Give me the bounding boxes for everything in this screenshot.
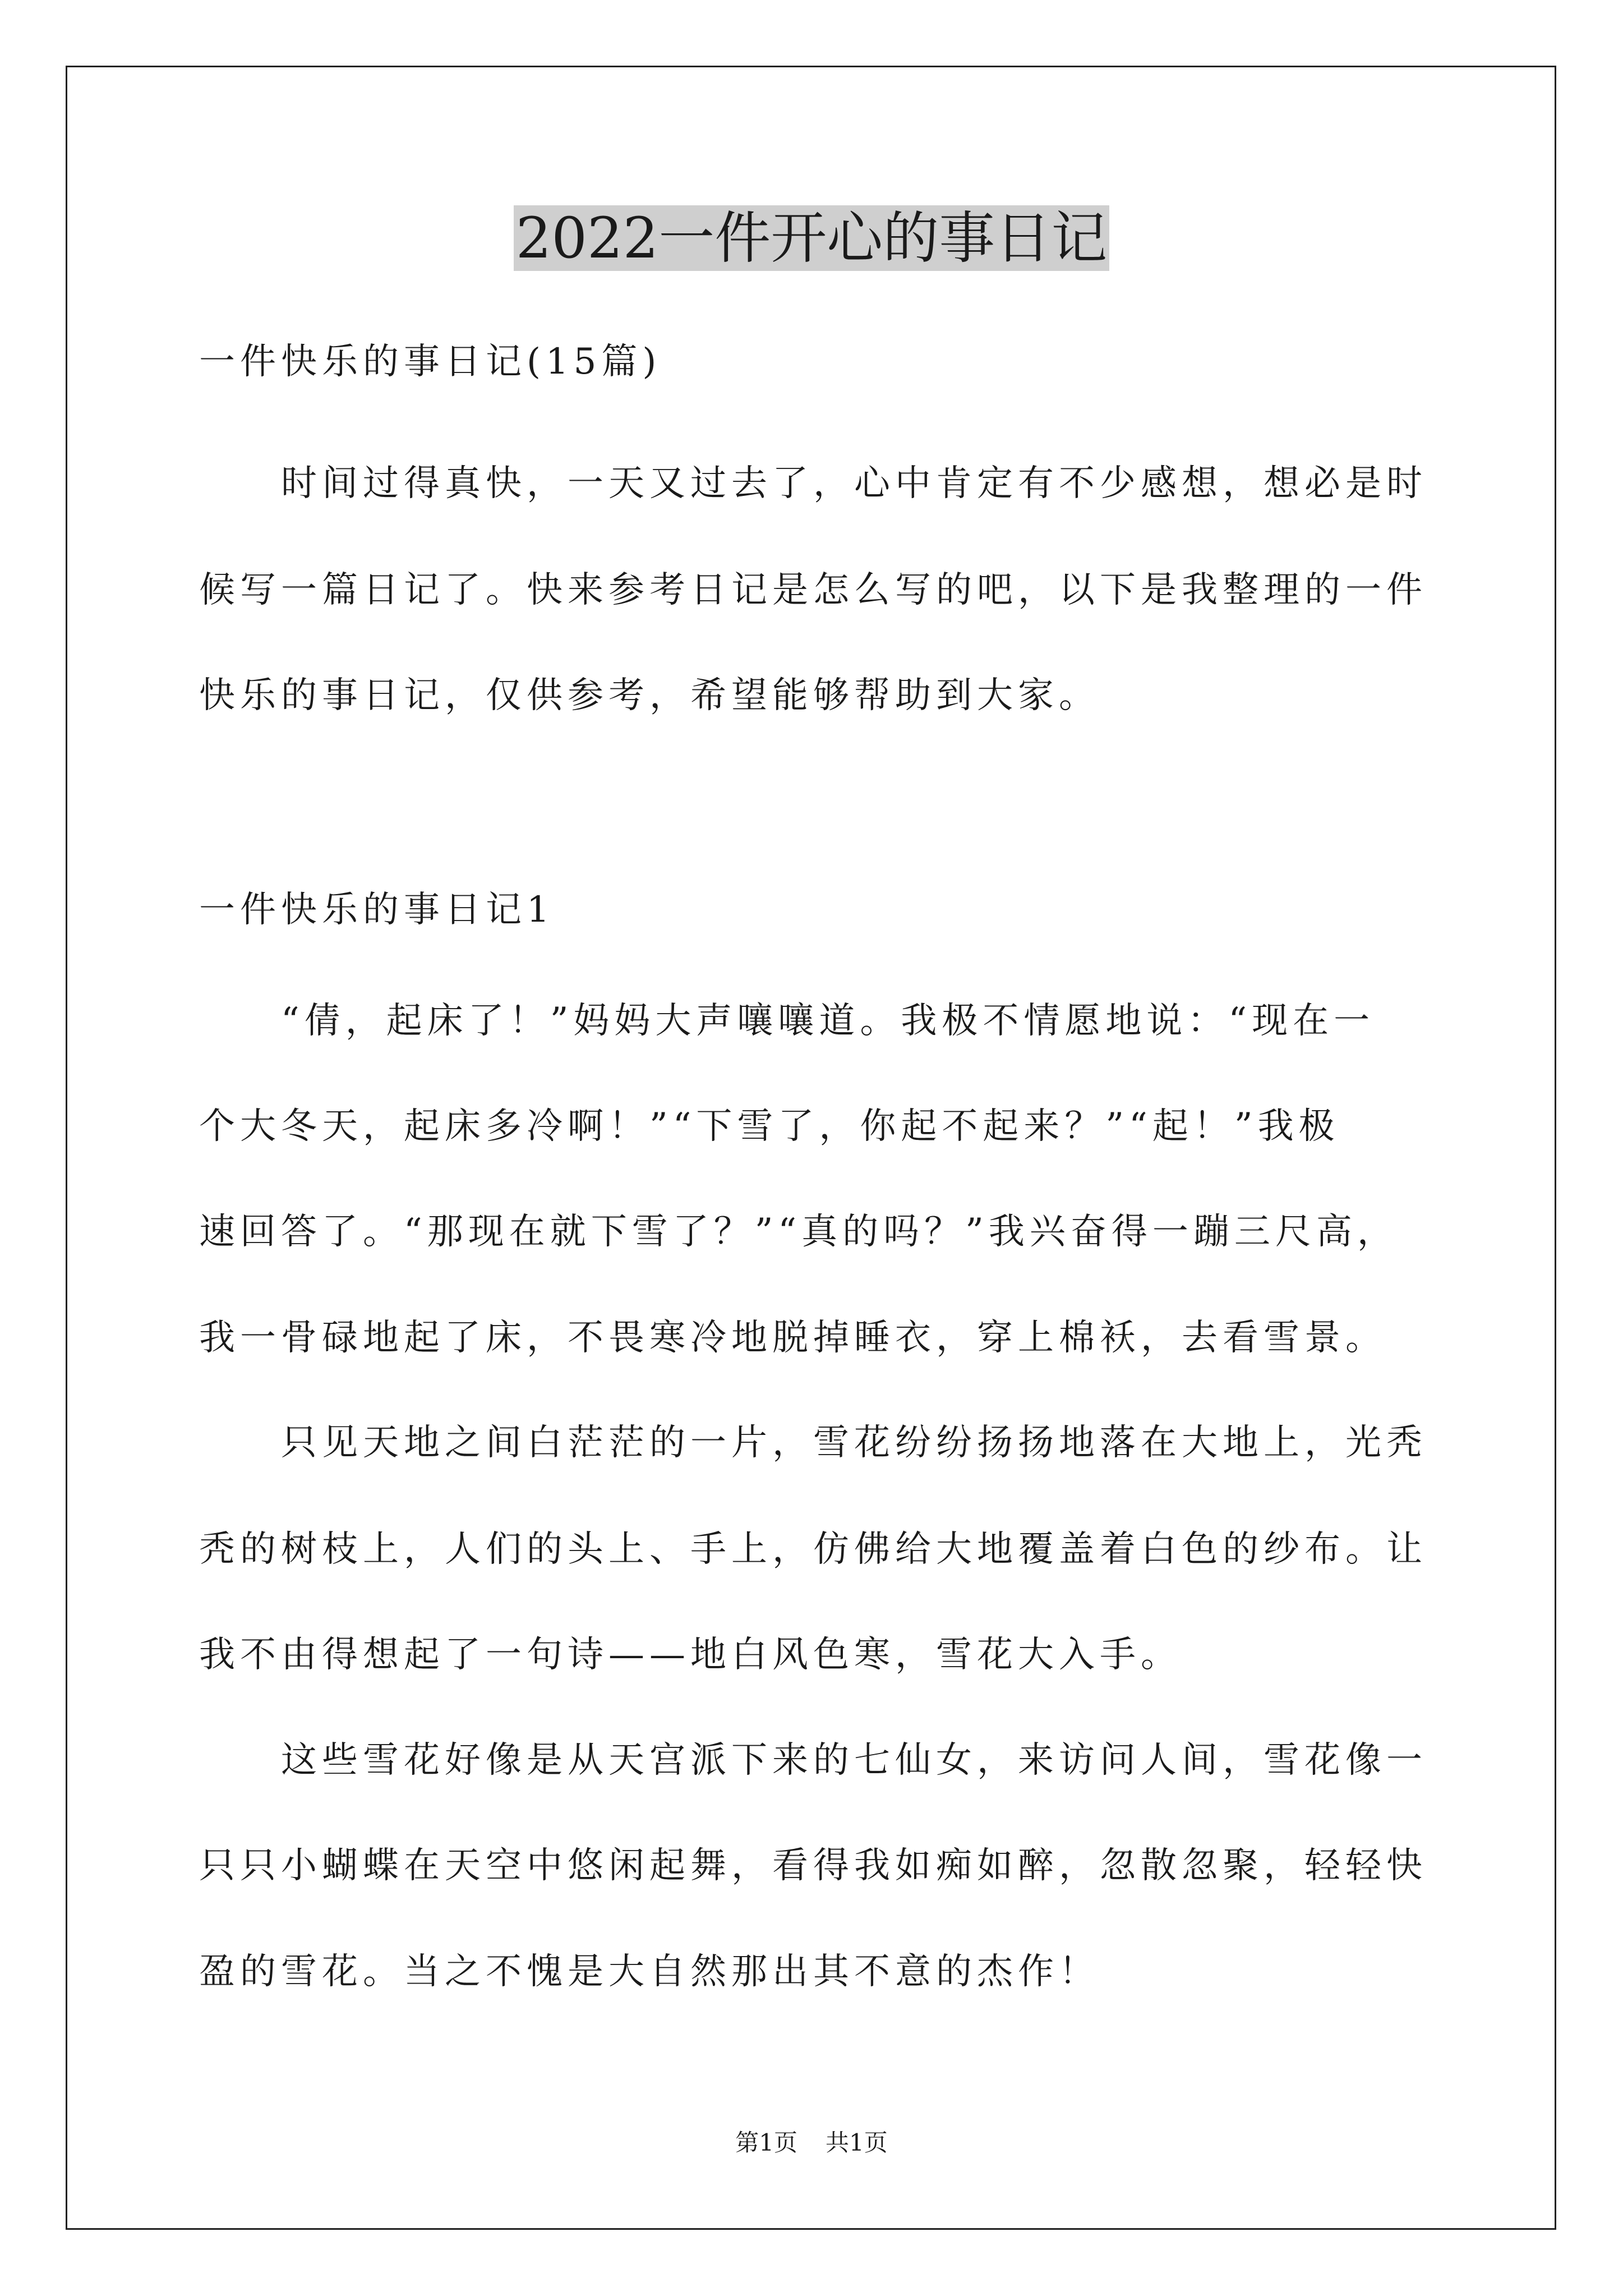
text-line: “倩，起床了！”妈妈大声嚷嚷道。我极不情愿地说：“现在一: [199, 1000, 1375, 1042]
text-line: 这些雪花好像是从天宫派下来的七仙女，来访问人间，雪花像一: [199, 1740, 1427, 1781]
text-line: 个大冬天，起床多冷啊！”“下雪了，你起不起来？”“起！”我极: [199, 1106, 1340, 1147]
title-text: 2022一件开心的事日记: [514, 205, 1110, 271]
text-line: 时间过得真快，一天又过去了，心中肯定有不少感想，想必是时: [199, 463, 1427, 504]
text-line: 快乐的事日记，仅供参考，希望能够帮助到大家。: [199, 675, 1100, 716]
page-total: 共1页: [826, 2129, 888, 2156]
text-line: 只见天地之间白茫茫的一片，雪花纷纷扬扬地落在大地上，光秃: [199, 1422, 1427, 1464]
text-line: 盈的雪花。当之不愧是大自然那出其不意的杰作！: [199, 1951, 1100, 1993]
document-title: [0, 199, 1623, 278]
text-line: 速回答了。“那现在就下雪了？”“真的吗？”我兴奋得一蹦三尺高，: [199, 1211, 1398, 1253]
text-line: 只只小蝴蝶在天空中悠闲起舞，看得我如痴如醉，忽散忽聚，轻轻快: [199, 1845, 1427, 1887]
subtitle-line: 一件快乐的事日记(15篇): [199, 341, 662, 383]
text-line: 我不由得想起了一句诗——地白风色寒，雪花大入手。: [199, 1634, 1182, 1676]
page-footer: [0, 2129, 1623, 2157]
text-line: 秃的树枝上，人们的头上、手上，仿佛给大地覆盖着白色的纱布。让: [199, 1529, 1427, 1570]
text-line: 我一骨碌地起了床，不畏寒冷地脱掉睡衣，穿上棉袄，去看雪景。: [199, 1317, 1386, 1359]
section-heading: 一件快乐的事日记1: [199, 889, 555, 931]
text-line: 候写一篇日记了。快来参考日记是怎么写的吧，以下是我整理的一件: [199, 569, 1427, 611]
page-number: 第1页: [735, 2129, 797, 2156]
